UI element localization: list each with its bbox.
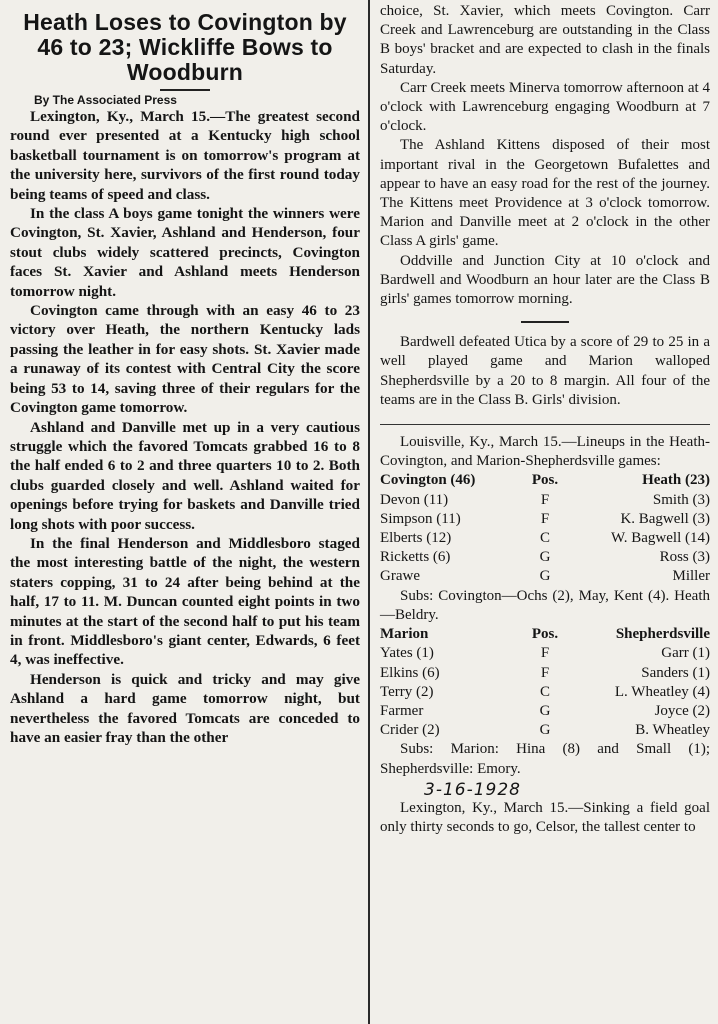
lineup-subs-marion-shepherdsville: Subs: Marion: Hina (8) and Small (1); Shepherdsville: Emory.: [380, 741, 710, 777]
lineup-header-row: [380, 625, 710, 644]
lineup-cell: Devon (11): [380, 491, 449, 508]
lineup-row: [380, 491, 710, 510]
paragraph-ashland-danville: Ashland and Danville met up in a very cautious struggle which the favored Tomcats grabbed 16 to 8 the half ended 6 to 2 and three quarters 10 to 2. Both clubs guarded closely and well. Ashland waited for openings before trying for baskets and Danville tried long shots with poor success.: [10, 418, 360, 533]
lineup-table-covington-heath: [380, 471, 710, 586]
lineup-cell: G: [539, 702, 551, 719]
paragraph-final: Lexington, Ky., March 15.—Sinking a field goal only thirty seconds to go, Celsor, the tallest center to: [380, 799, 710, 835]
lineup-cell: Ricketts (6): [380, 549, 451, 566]
lineup-cell: L. Wheatley (4): [614, 683, 710, 700]
paragraph-bardwell: Bardwell defeated Utica by a score of 29 to 25 in a well played game and Marion walloped Shepherdsville by a 20 to 8 margin. All four of the teams are in the Class B. Girls' division.: [380, 334, 710, 408]
lineup-cell: F: [540, 510, 550, 527]
lineup-subs-covington-heath: Subs: Covington—Ochs (2), May, Kent (4). Heath—Beldry.: [380, 587, 710, 623]
paragraph-class-a: In the class A boys game tonight the winners were Covington, St. Xavier, Ashland and Henderson, four stout clubs widely scattered precincts, Covington faces St. Xavier and Ashland meets Henderson tomorrow night.: [10, 205, 360, 300]
lineup-cell: Joyce (2): [654, 702, 710, 719]
lineup-cell: Garr (1): [661, 645, 710, 662]
lineup-cell: B. Wheatley: [635, 722, 710, 739]
paragraph-covington: Covington came through with an easy 46 to 23 victory over Heath, the northern Kentucky lads passing the leather in for easy shots. St. Xavier made a runaway of its contest with Central City the score being 53 to 14, saving three of their regulars for the Covington game tomorrow.: [10, 302, 360, 417]
lineup-cell: Ross (3): [659, 549, 710, 566]
lineup-cell: Yates (1): [380, 645, 434, 662]
byline: By The Associated Press: [34, 93, 177, 107]
lineup-header-cell: Pos.: [531, 626, 559, 643]
lineup-header-row: [380, 471, 710, 490]
lineup-header-cell: Shepherdsville: [615, 626, 710, 643]
paragraph-lead: Lexington, Ky., March 15.—The greatest second round ever presented at a Kentucky high school basketball tournament is on tomorrow's program at the university here, survivors of the first round today being teams of speed and class.: [10, 108, 360, 203]
lineup-row: [380, 721, 710, 740]
lineup-cell: Crider (2): [380, 722, 440, 739]
lineup-row: [380, 664, 710, 683]
paragraph-henderson-middlesboro: In the final Henderson and Middlesboro staged the most interesting battle of the night, the western staters copping, 31 to 24 after being behind at the half, 17 to 11. M. Duncan counted eight points in two minutes at the start of the second half to put his team in front. Middlesboro's giant center, Edwards, 6 feet 4, was ineffective.: [10, 534, 360, 669]
lineup-row: [380, 510, 710, 529]
lineup-cell: W. Bagwell (14): [610, 530, 710, 547]
lineup-cell: C: [539, 530, 550, 547]
paragraph-class-b-girls: Oddville and Junction City at 10 o'clock and Bardwell and Woodburn an hour later are the Class B girls' games tomorrow morning.: [380, 252, 710, 308]
headline: Heath Loses to Covington by 46 to 23; Wickliffe Bows to Woodburn: [23, 9, 347, 85]
right-column: [372, 0, 718, 1024]
lineup-header-cell: Marion: [380, 626, 429, 643]
lineup-row: [380, 529, 710, 548]
section-divider: [380, 424, 710, 425]
lineup-cell: F: [540, 491, 550, 508]
lineup-cell: G: [539, 568, 551, 585]
headline-rule: [160, 89, 210, 91]
paragraph-carr-creek: Carr Creek meets Minerva tomorrow afternoon at 4 o'clock with Lawrenceburg engaging Woodburn at 7 o'clock.: [380, 79, 710, 135]
paragraph-louisville: Louisville, Ky., March 15.—Lineups in the Heath-Covington, and Marion-Shepherdsville games:: [380, 434, 710, 470]
lineup-cell: Grawe: [380, 568, 420, 585]
lineup-cell: F: [540, 664, 550, 681]
lineup-cell: Sanders (1): [641, 664, 710, 681]
lineup-cell: K. Bagwell (3): [620, 510, 710, 527]
lineup-cell: Terry (2): [380, 683, 434, 700]
lineup-header-cell: Pos.: [531, 472, 559, 489]
lineup-cell: C: [539, 683, 550, 700]
lineup-row: [380, 683, 710, 702]
lineup-cell: G: [539, 549, 551, 566]
lineup-cell: F: [540, 645, 550, 662]
lineup-row: [380, 702, 710, 721]
lineup-row: [380, 548, 710, 567]
section-rule: [521, 321, 569, 323]
column-rule: [368, 0, 370, 1024]
lineup-cell: Miller: [672, 568, 710, 585]
lineup-table-marion-shepherdsville: [380, 625, 710, 740]
lineup-row: [380, 567, 710, 586]
lineup-cell: Smith (3): [652, 491, 710, 508]
lineup-header-cell: Covington (46): [380, 472, 476, 489]
lineup-cell: Simpson (11): [380, 510, 461, 527]
paragraph-henderson-outlook: Henderson is quick and tricky and may give Ashland a hard game tomorrow night, but nevertheless the favored Tomcats are conceded to have an easier fray than the other: [10, 670, 360, 746]
lineup-cell: G: [539, 722, 551, 739]
handwritten-date: 3-16-1928: [424, 779, 521, 800]
lineup-cell: Elberts (12): [380, 530, 452, 547]
lineup-cell: Farmer: [380, 702, 424, 719]
lineup-row: [380, 644, 710, 663]
paragraph-continued: choice, St. Xavier, which meets Covington. Carr Creek and Lawrenceburg are outstanding in the Class B boys' bracket and are expected to clash in the finals Saturday.: [380, 3, 710, 77]
paragraph-ashland-kittens: The Ashland Kittens disposed of their most important rival in the Georgetown Bufalettes and appear to have an easy road for the rest of the journey. The Kittens meet Providence at 3 o'clock tomorrow. Marion and Danville meet at 2 o'clock in the other Class A girls' game.: [380, 137, 710, 250]
lineup-cell: Elkins (6): [380, 664, 440, 681]
lineup-header-cell: Heath (23): [642, 472, 710, 489]
